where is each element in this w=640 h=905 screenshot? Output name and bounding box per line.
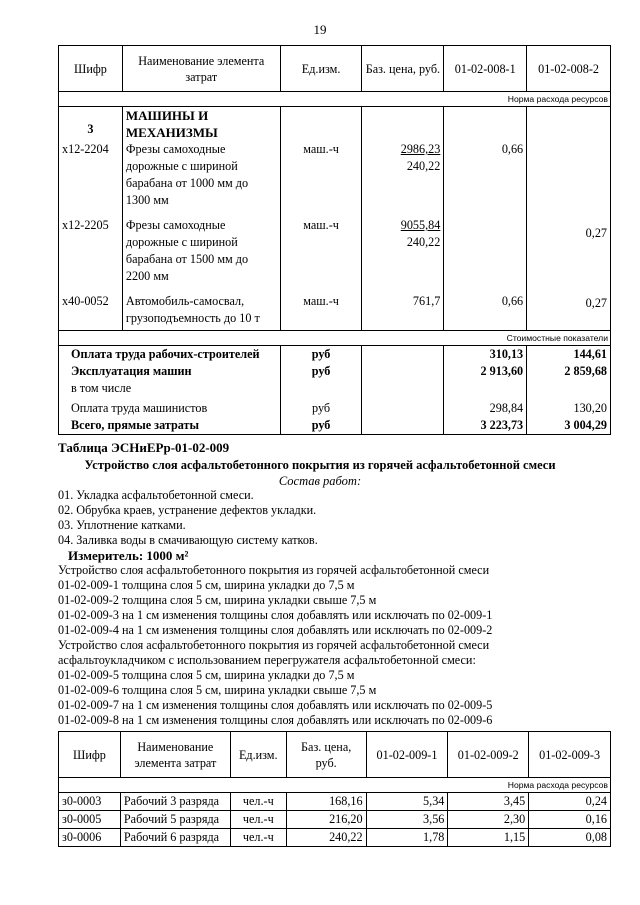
row-name: Рабочий 6 разряда [120, 829, 230, 847]
row-value-3: 0,16 [529, 811, 611, 829]
row-value-2: 0,27 [527, 217, 611, 293]
price-base: 2986,23 [400, 142, 441, 156]
header-cell: 01-02-009-3 [529, 732, 611, 778]
row-code: х12-2204 [59, 141, 123, 217]
description-line: асфальтоукладчиком с использованием перегружателя асфальтобетонной смеси: [58, 653, 476, 667]
norm-label-row [59, 778, 611, 793]
row-unit: маш.-ч [280, 141, 362, 217]
cost-name: Оплата труда рабочих-строителей [59, 346, 281, 364]
section-title [122, 107, 280, 142]
cost-name-text: Эксплуатация машин [71, 364, 192, 378]
row-name-line: 1300 мм [125, 193, 169, 207]
row-name-line: грузоподъемность до 10 т [125, 311, 260, 325]
header-cell: Наименование элемента затрат [120, 732, 230, 778]
row-value-1: 1,78 [366, 829, 448, 847]
cost-value-2: 3 004,29 [527, 417, 611, 435]
header-cell: Шифр [59, 46, 123, 92]
section-title-line: МАШИНЫ И [125, 108, 209, 123]
table-row [59, 793, 611, 811]
row-name-line: барабана от 1000 мм до [125, 176, 249, 190]
table-subtitle: Устройство слоя асфальтобетонного покрытия из горячей асфальтобетонной смеси [84, 458, 556, 472]
row-name-line: барабана от 1500 мм до [125, 252, 249, 266]
cost-value-2: 130,20 [527, 397, 611, 417]
description-line: 01-02-009-8 на 1 см изменения толщины слоя добавлять или исключать по 02-009-6 [58, 713, 493, 727]
table-row [59, 141, 611, 217]
work-item: 03. Уплотнение катками. [58, 518, 186, 532]
row-value-2: 0,27 [527, 293, 611, 331]
cost-value-1: 3 223,73 [444, 417, 527, 435]
table-row [59, 217, 611, 293]
row-code: х12-2205 [59, 217, 123, 293]
row-value-1: 0,66 [444, 293, 527, 331]
section-title-line: МЕХАНИЗМЫ [125, 125, 218, 140]
cost-unit: руб [280, 363, 362, 397]
row-name [122, 141, 280, 217]
section-row [59, 107, 611, 142]
row-value-1: 5,34 [366, 793, 448, 811]
row-name-line: 2200 мм [125, 269, 169, 283]
cost-name: Оплата труда машинистов [59, 397, 281, 417]
description-line: 01-02-009-3 на 1 см изменения толщины слоя добавлять или исключать по 02-009-1 [58, 608, 493, 622]
description-line: Устройство слоя асфальтобетонного покрытия из горячей асфальтобетонной смеси [58, 638, 490, 652]
row-price [362, 217, 444, 293]
row-name-line: Автомобиль-самосвал, [125, 294, 245, 308]
page-number: 19 [313, 22, 327, 37]
row-code: з0-0005 [59, 811, 121, 829]
row-value-1: 0,66 [444, 141, 527, 217]
cost-label-row [59, 331, 611, 346]
row-name-line: дорожные с шириной [125, 159, 238, 173]
cost-row-operators [59, 397, 611, 417]
row-code: х40-0052 [59, 293, 123, 331]
row-value-2: 1,15 [448, 829, 529, 847]
norm-label-row [59, 92, 611, 107]
cost-value-2: 144,61 [527, 346, 611, 364]
table-header-row [59, 732, 611, 778]
row-unit: маш.-ч [280, 293, 362, 331]
cost-value-1: 298,84 [444, 397, 527, 417]
header-cell: 01-02-009-2 [448, 732, 529, 778]
cost-name: Всего, прямые затраты [59, 417, 281, 435]
cost-name [59, 363, 281, 397]
cost-value-1: 2 913,60 [444, 363, 527, 397]
cost-value-2: 2 859,68 [527, 363, 611, 397]
cost-row-machines [59, 363, 611, 397]
row-name-line: дорожные с шириной [125, 235, 238, 249]
norm-label: Норма расхода ресурсов [59, 92, 611, 107]
row-price [362, 141, 444, 217]
row-name [122, 217, 280, 293]
row-name-line: Фрезы самоходные [125, 218, 226, 232]
row-name-line: Фрезы самоходные [125, 142, 226, 156]
section-code: 3 [59, 107, 123, 142]
row-unit: чел.-ч [230, 811, 286, 829]
description-line: 01-02-009-4 на 1 см изменения толщины слоя добавлять или исключать по 02-009-2 [58, 623, 493, 637]
work-item: 01. Укладка асфальтобетонной смеси. [58, 488, 254, 502]
resource-table-008 [58, 45, 611, 435]
row-name: Рабочий 3 разряда [120, 793, 230, 811]
row-price: 240,22 [286, 829, 366, 847]
cost-subnote: в том числе [71, 381, 132, 395]
composition-title: Состав работ: [278, 474, 362, 488]
cost-unit: руб [280, 417, 362, 435]
meter-label: Измеритель: 1000 м² [68, 548, 189, 563]
row-unit: чел.-ч [230, 829, 286, 847]
row-value-1 [444, 217, 527, 293]
work-item: 04. Заливка воды в смачивающую систему катков. [58, 533, 318, 547]
table-row [59, 811, 611, 829]
resource-table-009 [58, 731, 611, 847]
row-code: з0-0006 [59, 829, 121, 847]
header-cell: 01-02-009-1 [366, 732, 448, 778]
cost-unit: руб [280, 346, 362, 364]
row-name: Рабочий 5 разряда [120, 811, 230, 829]
cost-value-1: 310,13 [444, 346, 527, 364]
header-cell: Ед.изм. [230, 732, 286, 778]
header-cell: Ед.изм. [280, 46, 362, 92]
cost-unit: руб [280, 397, 362, 417]
row-value-2 [527, 141, 611, 217]
row-name [122, 293, 280, 331]
norm-label: Норма расхода ресурсов [59, 778, 611, 793]
row-value-2: 2,30 [448, 811, 529, 829]
cost-label: Стоимостные показатели [59, 331, 611, 346]
row-value-2: 3,45 [448, 793, 529, 811]
header-cell: 01-02-008-2 [527, 46, 611, 92]
price-base: 9055,84 [400, 218, 441, 232]
row-price: 761,7 [362, 293, 444, 331]
header-cell: Баз. цена, руб. [362, 46, 444, 92]
header-cell: 01-02-008-1 [444, 46, 527, 92]
row-unit: маш.-ч [280, 217, 362, 293]
row-value-1: 3,56 [366, 811, 448, 829]
table-header-row [59, 46, 611, 92]
description-line: 01-02-009-1 толщина слоя 5 см, ширина укладки до 7,5 м [58, 578, 355, 592]
description-line: Устройство слоя асфальтобетонного покрытия из горячей асфальтобетонной смеси [58, 563, 490, 577]
header-cell: Наименование элемента затрат [122, 46, 280, 92]
row-price: 168,16 [286, 793, 366, 811]
table-title: Таблица ЭСНиЕРр-01-02-009 [58, 440, 230, 455]
row-value-3: 0,24 [529, 793, 611, 811]
row-code: з0-0003 [59, 793, 121, 811]
work-item: 02. Обрубка краев, устранение дефектов укладки. [58, 503, 317, 517]
price-operator: 240,22 [406, 159, 441, 173]
header-cell: Шифр [59, 732, 121, 778]
row-price: 216,20 [286, 811, 366, 829]
description-line: 01-02-009-7 на 1 см изменения толщины слоя добавлять или исключать по 02-009-5 [58, 698, 493, 712]
description-line: 01-02-009-5 толщина слоя 5 см, ширина укладки до 7,5 м [58, 668, 355, 682]
row-unit: чел.-ч [230, 793, 286, 811]
price-operator: 240,22 [406, 235, 441, 249]
description-line: 01-02-009-2 толщина слоя 5 см, ширина укладки свыше 7,5 м [58, 593, 377, 607]
cost-row-labor [59, 346, 611, 364]
table-row [59, 829, 611, 847]
row-value-3: 0,08 [529, 829, 611, 847]
description-line: 01-02-009-6 толщина слоя 5 см, ширина укладки свыше 7,5 м [58, 683, 377, 697]
header-cell: Баз. цена, руб. [286, 732, 366, 778]
cost-row-total [59, 417, 611, 435]
table-row [59, 293, 611, 331]
